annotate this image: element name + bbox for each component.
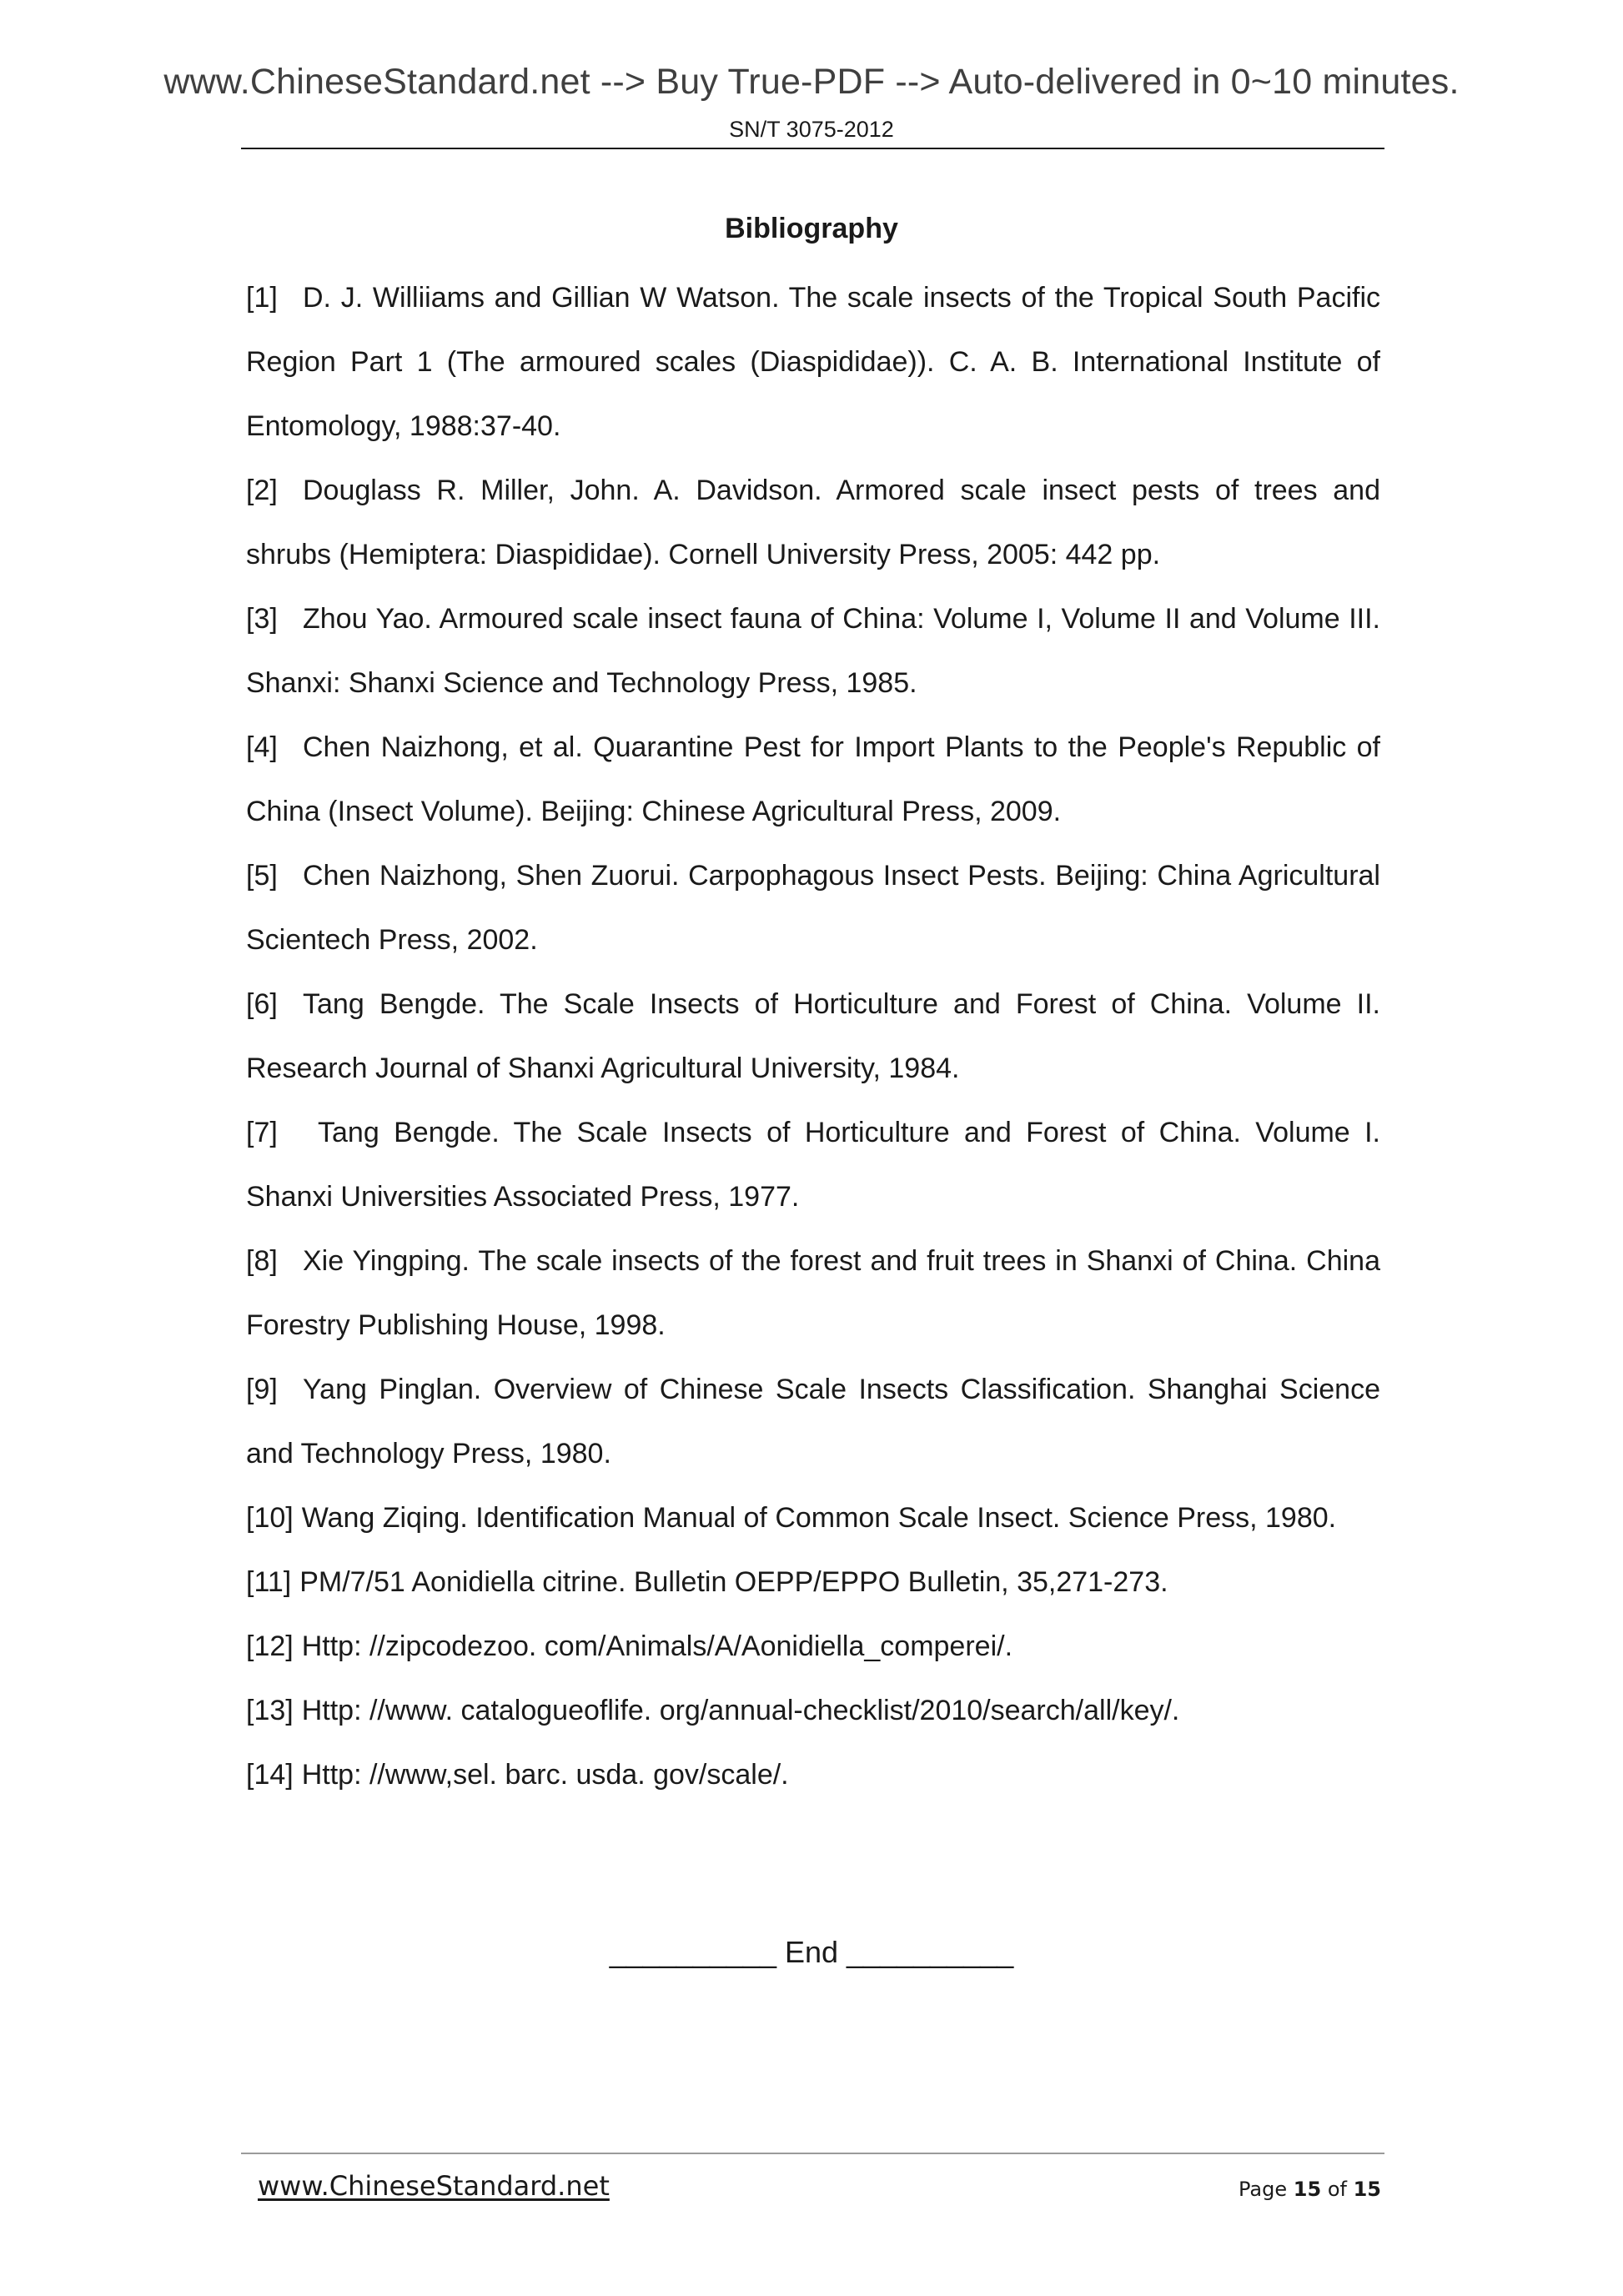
page-indicator [1239,2178,1381,2201]
reference-number: [14] [246,1759,294,1791]
reference-text: Chen Naizhong, Shen Zuorui. Carpophagous Insect Pests. Beijing: China Agricultural Scientech Press, 2002. [246,860,1380,956]
reference-number: [11] [246,1566,292,1598]
reference-item [246,1358,1380,1486]
reference-number: [6] [246,988,278,1020]
reference-number: [9] [246,1374,278,1405]
footer-website-link[interactable]: www.ChineseStandard.net [258,2170,610,2202]
reference-number: [13] [246,1695,294,1726]
end-marker: __________ End __________ [609,1935,1014,1969]
reference-text: Chen Naizhong, et al. Quarantine Pest for Import Plants to the People's Republic of China (Insect Volume). Beijing: Chinese Agricultural Press, 2009. [246,731,1380,827]
reference-item [246,1550,1380,1615]
reference-item [246,459,1380,587]
reference-item [246,1486,1380,1550]
reference-text: Xie Yingping. The scale insects of the forest and fruit trees in Shanxi of China. China Forestry Publishing House, 1998. [246,1245,1380,1341]
reference-number: [12] [246,1630,294,1662]
page-title: Bibliography [725,213,898,244]
reference-item [246,1615,1380,1679]
reference-text: Tang Bengde. The Scale Insects of Horticulture and Forest of China. Volume II. Research Journal of Shanxi Agricultural University, 1984. [246,988,1380,1084]
reference-number: [8] [246,1245,278,1277]
page-of: of [1327,2178,1347,2201]
reference-text: PM/7/51 Aonidiella citrine. Bulletin OEPP/EPPO Bulletin, 35,271-273. [299,1566,1168,1598]
reference-text: D. J. Williiams and Gillian W Watson. The scale insects of the Tropical South Pacific Region Part 1 (The armoured scales (Diaspididae)). C. A. B. International Institute of Entomology, 1988:37-40. [246,282,1380,442]
footer-divider [241,2153,1384,2154]
reference-text: Http: //zipcodezoo. com/Animals/A/Aonidiella_comperei/. [301,1630,1013,1662]
standard-code: SN/T 3075-2012 [729,117,894,142]
reference-text: Http: //www,sel. barc. usda. gov/scale/. [301,1759,789,1791]
page-prefix: Page [1239,2178,1288,2201]
reference-number: [1] [246,282,278,314]
reference-number: [2] [246,475,278,506]
reference-text: Http: //www. catalogueoflife. org/annual-checklist/2010/search/all/key/. [301,1695,1180,1726]
page-total: 15 [1353,2178,1381,2201]
reference-item [246,972,1380,1101]
reference-number: [3] [246,603,278,635]
reference-item [246,266,1380,459]
reference-list [246,266,1380,1807]
reference-number: [4] [246,731,278,763]
reference-text: Yang Pinglan. Overview of Chinese Scale Insects Classification. Shanghai Science and Technology Press, 1980. [246,1374,1380,1470]
reference-text: Tang Bengde. The Scale Insects of Horticulture and Forest of China. Volume I. Shanxi Universities Associated Press, 1977. [246,1117,1380,1213]
reference-item [246,1679,1380,1743]
reference-item [246,844,1380,972]
reference-text: Zhou Yao. Armoured scale insect fauna of China: Volume I, Volume II and Volume III. Shanxi: Shanxi Science and Technology Press, 1985. [246,603,1380,699]
reference-item [246,1743,1380,1807]
top-banner[interactable]: www.ChineseStandard.net --> Buy True-PDF --> Auto-delivered in 0~10 minutes. [163,62,1460,102]
reference-item [246,1101,1380,1229]
reference-number: [7] [246,1117,278,1148]
reference-number: [10] [246,1502,294,1534]
page-current: 15 [1293,2178,1322,2201]
reference-text: Wang Ziqing. Identification Manual of Common Scale Insect. Science Press, 1980. [301,1502,1337,1534]
header-divider [241,148,1384,149]
reference-number: [5] [246,860,278,892]
reference-text: Douglass R. Miller, John. A. Davidson. Armored scale insect pests of trees and shrubs (Hemiptera: Diaspididae). Cornell University Press, 2005: 442 pp. [246,475,1380,570]
reference-item [246,1229,1380,1358]
reference-item [246,716,1380,844]
reference-item [246,587,1380,716]
